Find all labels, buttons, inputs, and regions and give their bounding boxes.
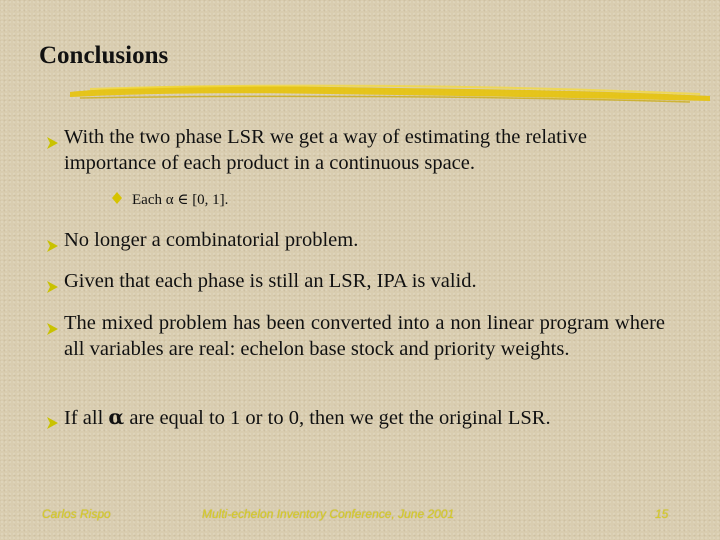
bullet-2-text: No longer a combinatorial problem. — [64, 229, 359, 251]
bullet-5-text-post: are equal to 1 or to 0, then we get the original LSR. — [124, 407, 551, 429]
bullet-3-text: Given that each phase is still an LSR, IPA is valid. — [64, 270, 477, 292]
bullet-5-text-pre: If all — [64, 407, 109, 429]
bullet-4-text: The mixed problem has been converted into a non linear program where all variables are real: echelon base stock and priority weights. — [64, 312, 665, 360]
bullet-3 — [45, 268, 665, 301]
footer-author: Carlos Rispo — [42, 507, 111, 521]
footer-page-number: 15 — [655, 507, 669, 521]
title-underline-stroke — [70, 80, 710, 106]
diamond-icon — [112, 190, 132, 210]
bullet-5 — [45, 404, 665, 437]
alpha-symbol: α — [108, 405, 125, 429]
arrow-right-icon — [45, 310, 64, 343]
sub-bullet — [112, 190, 228, 210]
bullet-4 — [45, 310, 665, 362]
bullet-1 — [45, 124, 665, 176]
arrow-right-icon — [45, 124, 64, 157]
arrow-right-icon — [45, 268, 64, 301]
bullet-2 — [45, 227, 665, 260]
bullet-1-text: With the two phase LSR we get a way of estimating the relative importance of each product in a continuous space. — [64, 126, 587, 174]
arrow-right-icon — [45, 404, 64, 437]
bullet-5-text — [64, 404, 665, 431]
sub-bullet-text: Each α ∈ [0, 1]. — [132, 192, 229, 208]
footer-conference: Multi-echelon Inventory Conference, June 2001 — [202, 507, 455, 521]
slide-title: Conclusions — [39, 42, 169, 69]
arrow-right-icon — [45, 227, 64, 260]
